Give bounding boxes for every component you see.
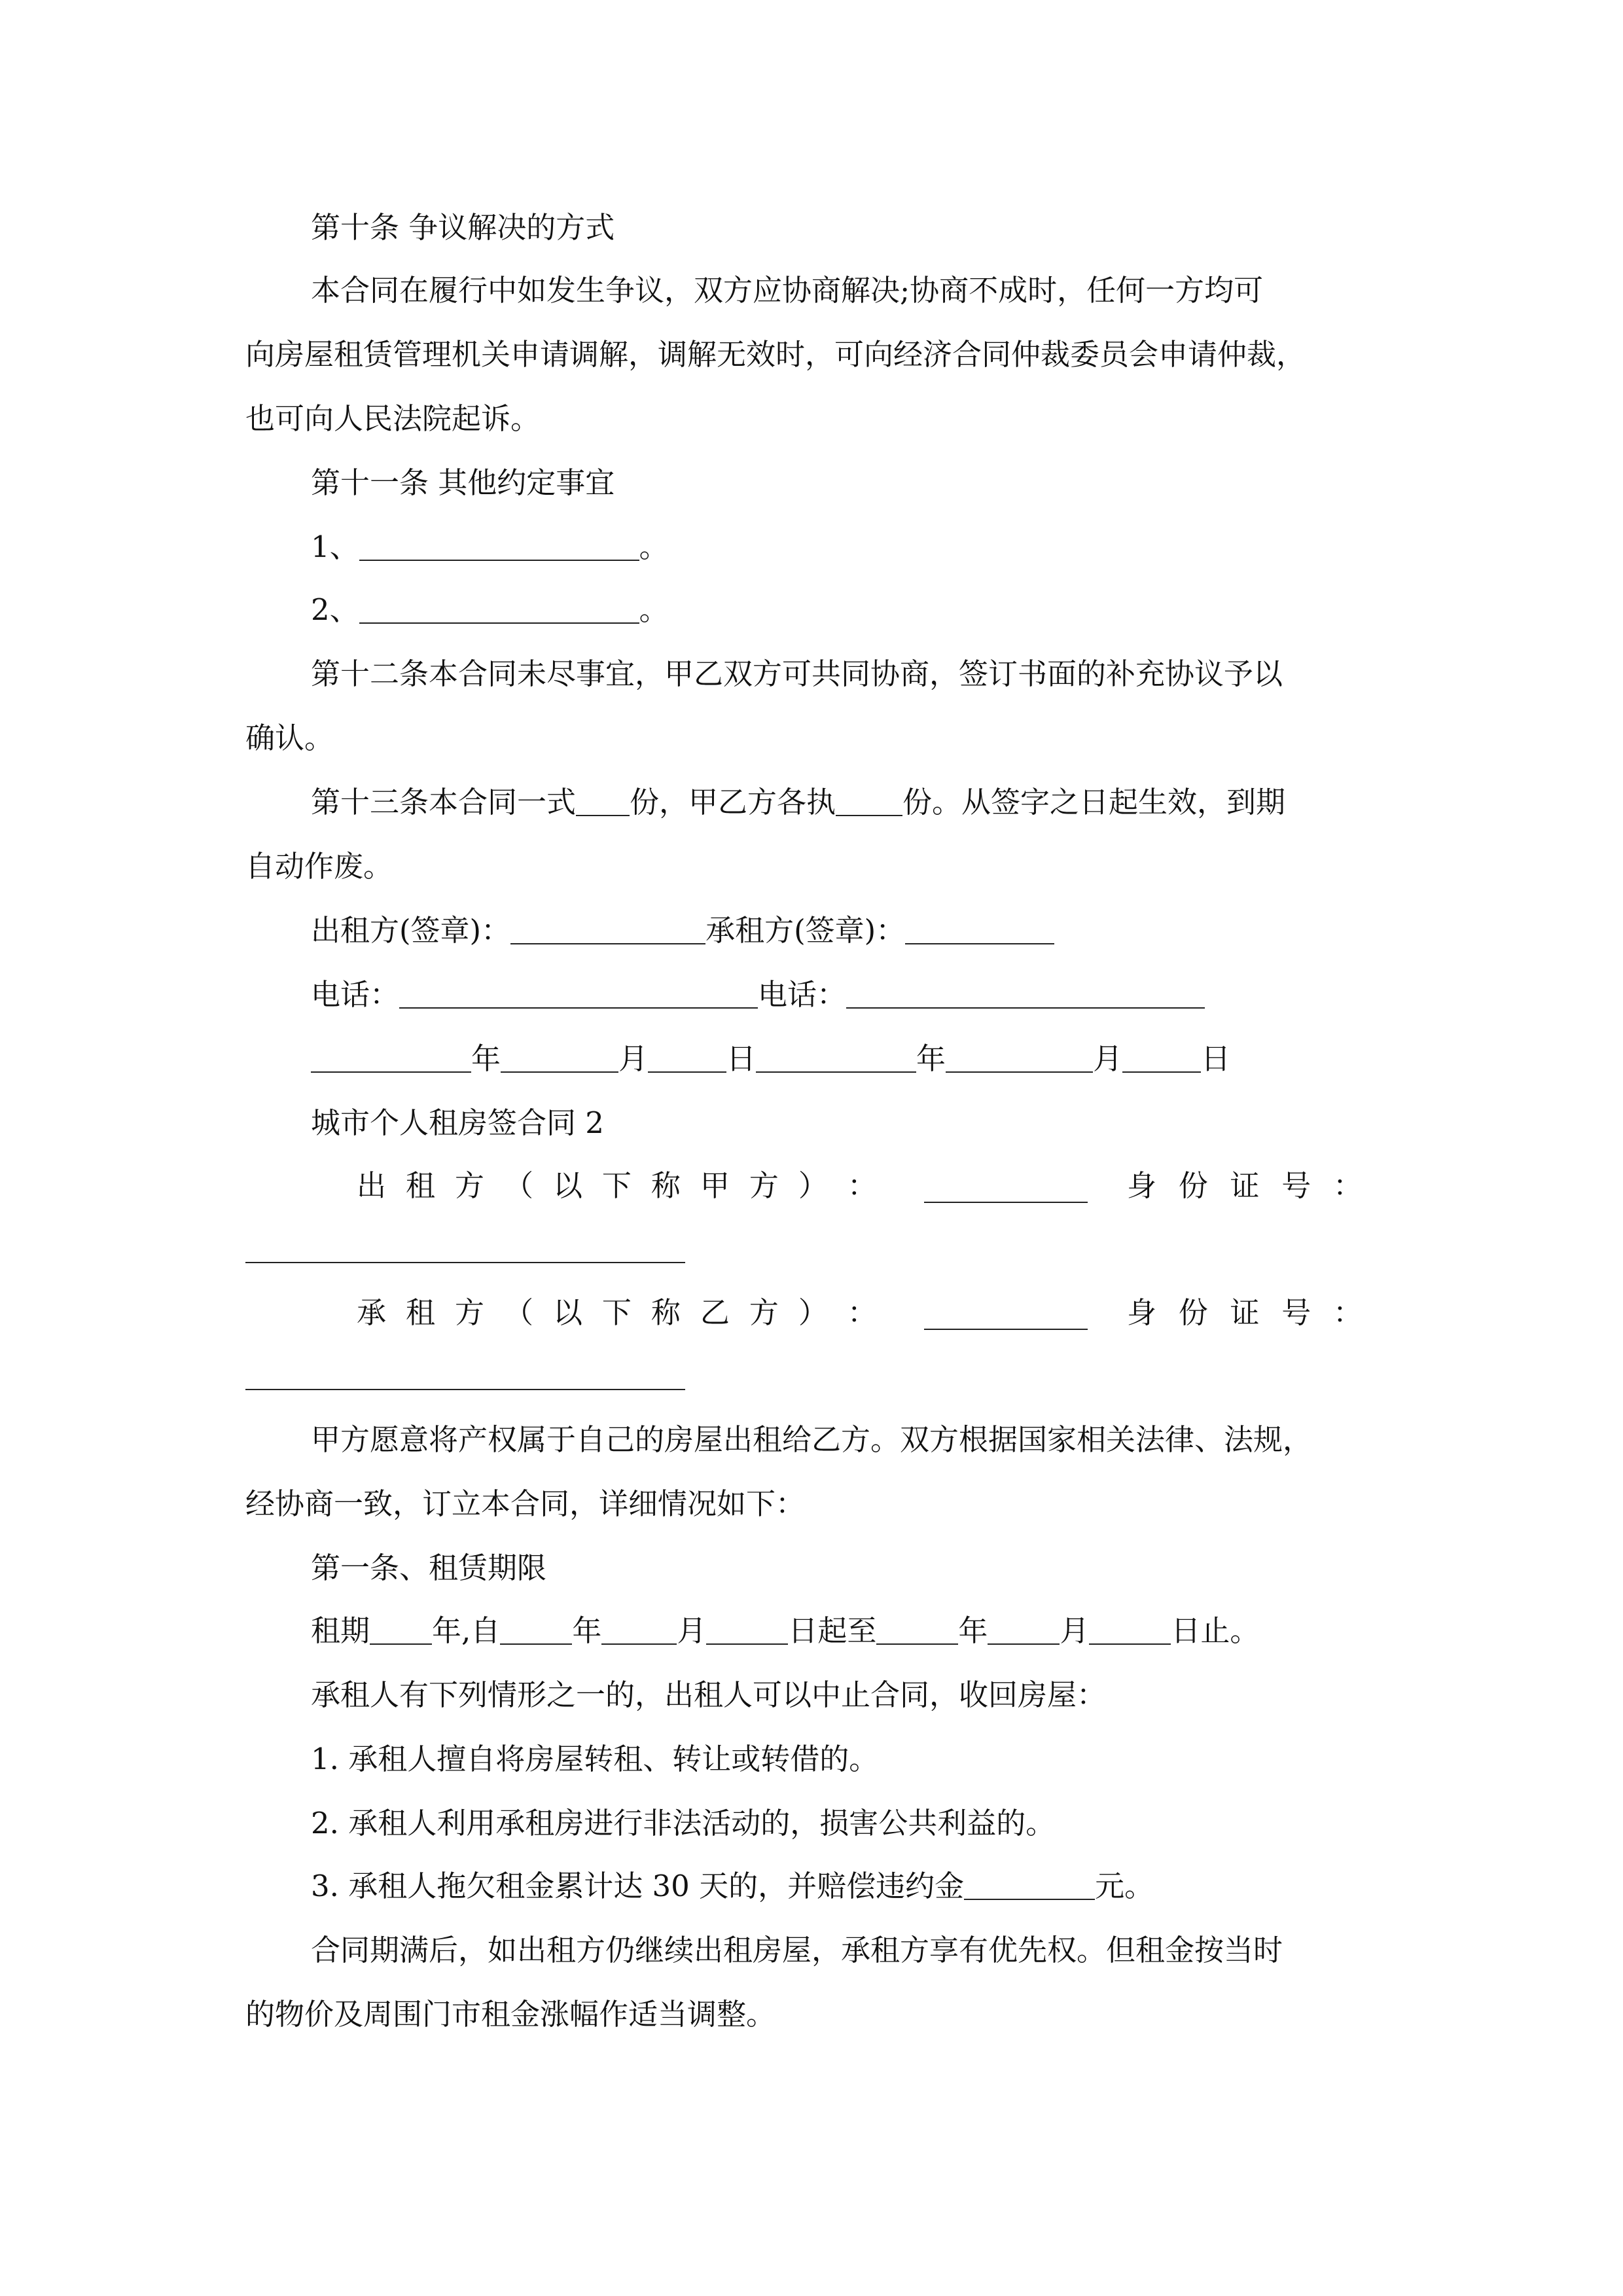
item-1-period: 。 bbox=[639, 529, 669, 564]
party-a-label-char: 以 bbox=[552, 1168, 582, 1203]
party-b-label-char: ） bbox=[798, 1295, 828, 1330]
article-11-title: 第十一条 其他约定事宜 bbox=[311, 465, 615, 500]
other-item-2 bbox=[311, 590, 1378, 630]
party-b-label-char: 方 bbox=[749, 1295, 779, 1330]
id-label-char: ： bbox=[1332, 1168, 1363, 1203]
id-label-char: 份 bbox=[1178, 1295, 1208, 1330]
article-13-text-a: 第十三条本合同一式 bbox=[311, 785, 577, 819]
article-10-title: 第十条 争议解决的方式 bbox=[311, 210, 615, 245]
id-label-char: 身 bbox=[1127, 1295, 1157, 1330]
article-12-line-1: 第十二条本合同未尽事宜，甲乙双方可共同协商，签订书面的补充协议予以 bbox=[311, 656, 1283, 691]
party-a-label-char: （ bbox=[503, 1168, 533, 1203]
signature-line bbox=[311, 911, 1378, 950]
party-a-chars bbox=[357, 1166, 877, 1206]
day-label: 日 bbox=[1201, 1041, 1231, 1076]
article-13-line-1 bbox=[311, 783, 1378, 822]
lessor-phone-blank[interactable] bbox=[399, 978, 758, 1009]
lessor-day-blank[interactable] bbox=[648, 1043, 726, 1073]
article-10-line-3: 也可向人民法院起诉。 bbox=[245, 401, 541, 436]
lessee-month-blank[interactable] bbox=[946, 1043, 1093, 1073]
party-a-id-label bbox=[1127, 1166, 1363, 1206]
item-2-blank[interactable] bbox=[359, 594, 639, 624]
lessee-sign-blank[interactable] bbox=[905, 914, 1054, 944]
lessee-phone-label: 电话： bbox=[758, 977, 847, 1012]
party-b-label-char: 方 bbox=[454, 1295, 484, 1330]
penalty-amount-blank[interactable] bbox=[964, 1870, 1095, 1900]
article-10-line-2: 向房屋租赁管理机关申请调解，调解无效时，可向经济合同仲裁委员会申请仲裁， bbox=[245, 337, 1306, 372]
month-label: 月 bbox=[677, 1613, 707, 1648]
year-label: 年 bbox=[471, 1041, 501, 1076]
party-b-id-chars bbox=[1127, 1293, 1363, 1333]
party-a-label-char: 方 bbox=[454, 1168, 484, 1203]
end-day-blank[interactable] bbox=[1089, 1615, 1171, 1645]
year-label: 年 bbox=[958, 1613, 988, 1648]
party-b-label-char: 承 bbox=[357, 1295, 387, 1330]
party-b-chars bbox=[357, 1293, 877, 1333]
id-label-char: 份 bbox=[1178, 1168, 1208, 1203]
id-label-char: ： bbox=[1332, 1295, 1363, 1330]
party-a-label-char: 租 bbox=[405, 1168, 435, 1203]
party-a-label-char: ： bbox=[847, 1168, 877, 1203]
party-b-label-char: 下 bbox=[601, 1295, 632, 1330]
month-label: 月 bbox=[1093, 1041, 1123, 1076]
article-13-text-c: 份。从签字之日起生效，到期 bbox=[902, 785, 1286, 819]
party-b-label-char: 称 bbox=[651, 1295, 681, 1330]
id-label-char: 号 bbox=[1281, 1295, 1311, 1330]
party-a-id-blank[interactable] bbox=[245, 1262, 685, 1263]
termination-intro: 承租人有下列情形之一的，出租人可以中止合同，收回房屋： bbox=[311, 1677, 1107, 1712]
article-13-line-2: 自动作废。 bbox=[245, 849, 393, 884]
month-label: 月 bbox=[1060, 1613, 1090, 1648]
year-label: 年 bbox=[916, 1041, 946, 1076]
lessee-day-blank[interactable] bbox=[1122, 1043, 1201, 1073]
termination-item-3 bbox=[311, 1867, 1378, 1906]
party-a-name-blank[interactable] bbox=[924, 1173, 1088, 1203]
penalty-unit: 元。 bbox=[1095, 1869, 1154, 1903]
party-b-label-char: 乙 bbox=[700, 1295, 730, 1330]
item-1-blank[interactable] bbox=[359, 531, 639, 561]
lessor-year-blank[interactable] bbox=[311, 1043, 471, 1073]
termination-item-1: 1. 承租人擅自将房屋转租、转让或转借的。 bbox=[311, 1742, 879, 1776]
termination-item-3-text: 3. 承租人拖欠租金累计达 30 天的，并赔偿违约金 bbox=[311, 1869, 965, 1903]
term-label: 租期 bbox=[311, 1613, 370, 1648]
start-day-blank[interactable] bbox=[706, 1615, 788, 1645]
copies-each-blank[interactable] bbox=[836, 786, 902, 816]
party-b-label-char: 以 bbox=[552, 1295, 582, 1330]
item-2-period: 。 bbox=[639, 592, 669, 627]
lessor-month-blank[interactable] bbox=[501, 1043, 618, 1073]
date-line bbox=[311, 1039, 1378, 1079]
party-b-label-char: （ bbox=[503, 1295, 533, 1330]
party-a-label bbox=[357, 1166, 877, 1206]
end-month-blank[interactable] bbox=[988, 1615, 1060, 1645]
term-years-blank[interactable] bbox=[370, 1615, 432, 1645]
start-month-blank[interactable] bbox=[601, 1615, 677, 1645]
intro-line-2: 经协商一致，订立本合同，详细情况如下： bbox=[245, 1486, 806, 1521]
lease-term-line bbox=[311, 1611, 1378, 1651]
party-b-id-blank[interactable] bbox=[245, 1389, 685, 1390]
intro-line-1: 甲方愿意将产权属于自己的房屋出租给乙方。双方根据国家相关法律、法规， bbox=[311, 1422, 1313, 1457]
lessor-sign-label: 出租方(签章)： bbox=[311, 913, 511, 948]
term-until-label: 日起至 bbox=[788, 1613, 877, 1648]
termination-item-2: 2. 承租人利用承租房进行非法活动的，损害公共利益的。 bbox=[311, 1806, 1056, 1840]
party-a-label-char: 出 bbox=[357, 1168, 387, 1203]
party-a-id-chars bbox=[1127, 1166, 1363, 1206]
phone-line bbox=[311, 975, 1378, 1014]
party-b-name-blank[interactable] bbox=[924, 1300, 1088, 1330]
copies-total-blank[interactable] bbox=[576, 786, 630, 816]
renewal-line-1: 合同期满后，如出租方仍继续出租房屋，承租方享有优先权。但租金按当时 bbox=[311, 1933, 1283, 1967]
end-year-blank[interactable] bbox=[876, 1615, 958, 1645]
article-10-line-1: 本合同在履行中如发生争议，双方应协商解决;协商不成时，任何一方均可 bbox=[311, 273, 1264, 308]
item-2-number: 2、 bbox=[311, 592, 359, 627]
article-1-title: 第一条、租赁期限 bbox=[311, 1551, 547, 1585]
party-b-label-char: ： bbox=[847, 1295, 877, 1330]
party-b-label bbox=[357, 1293, 877, 1333]
party-b-id-label bbox=[1127, 1293, 1363, 1333]
contract-2-title: 城市个人租房签合同 2 bbox=[311, 1105, 604, 1140]
party-a-label-char: 方 bbox=[749, 1168, 779, 1203]
day-label: 日 bbox=[726, 1041, 757, 1076]
id-label-char: 证 bbox=[1230, 1295, 1260, 1330]
lessor-sign-blank[interactable] bbox=[510, 914, 705, 944]
party-a-label-char: 下 bbox=[601, 1168, 632, 1203]
renewal-line-2: 的物价及周围门市租金涨幅作适当调整。 bbox=[245, 1997, 776, 2032]
other-item-1 bbox=[311, 528, 1378, 567]
lessee-year-blank[interactable] bbox=[756, 1043, 916, 1073]
lessee-sign-label: 承租方(签章)： bbox=[705, 913, 906, 948]
article-12-line-2: 确认。 bbox=[245, 721, 334, 755]
id-label-char: 身 bbox=[1127, 1168, 1157, 1203]
start-year-blank[interactable] bbox=[500, 1615, 572, 1645]
party-b-label-char: 租 bbox=[405, 1295, 435, 1330]
party-a-label-char: 甲 bbox=[700, 1168, 730, 1203]
id-label-char: 号 bbox=[1281, 1168, 1311, 1203]
term-from-label: 年,自 bbox=[432, 1613, 501, 1648]
term-end-label: 日止。 bbox=[1171, 1613, 1260, 1648]
article-13-text-b: 份，甲乙方各执 bbox=[630, 785, 836, 819]
party-a-label-char: ） bbox=[798, 1168, 828, 1203]
party-a-label-char: 称 bbox=[651, 1168, 681, 1203]
year-label: 年 bbox=[572, 1613, 602, 1648]
lessor-phone-label: 电话： bbox=[311, 977, 400, 1012]
id-label-char: 证 bbox=[1230, 1168, 1260, 1203]
item-1-number: 1、 bbox=[311, 529, 359, 564]
lessee-phone-blank[interactable] bbox=[846, 978, 1205, 1009]
month-label: 月 bbox=[618, 1041, 649, 1076]
